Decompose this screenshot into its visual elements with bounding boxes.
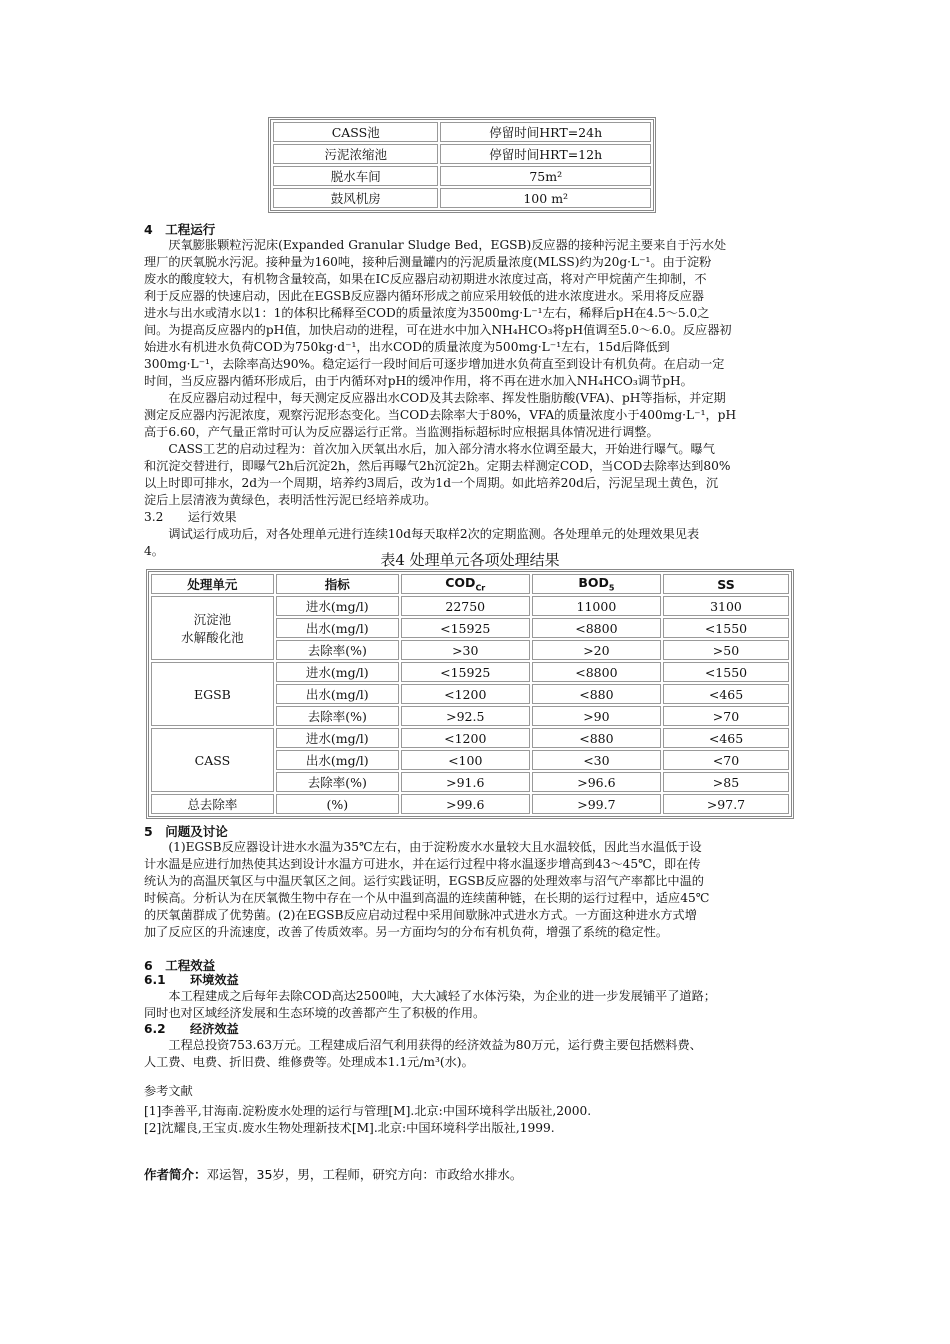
column-header-label: BOD xyxy=(578,575,609,591)
section-4 xyxy=(144,222,796,560)
text-line: 厌氧膨胀颗粒污泥床(Expanded Granular Sludge Bed，EGSB)反应器的接种污泥主要来自于污水处 xyxy=(168,238,727,252)
paragraph-environmental-benefit xyxy=(144,988,796,1022)
treatment-unit-cell xyxy=(151,596,274,660)
indicator-cell: 进水(mg/l) xyxy=(276,662,399,682)
column-header-label: COD xyxy=(445,575,476,591)
value-cell: <15925 xyxy=(401,618,530,638)
paragraph-monitoring xyxy=(144,390,796,441)
value-cell: >20 xyxy=(532,640,661,660)
references-title: 参考文献 xyxy=(144,1084,193,1098)
text-line: 300mg·L⁻¹，去除率高达90%。稳定运行一段时间后可逐步增加进水负荷直至到设计有机负荷。在启动一定 xyxy=(144,357,725,371)
value-cell: <465 xyxy=(663,728,789,748)
column-header xyxy=(663,574,789,594)
text-line: (1)EGSB反应器设计进水水温为35℃左右，由于淀粉废水水量较大且水温较低，因此当水温低于设 xyxy=(168,840,702,854)
indicator-cell: 进水(mg/l) xyxy=(276,596,399,616)
table-row xyxy=(151,596,789,616)
author-bio xyxy=(144,1165,796,1183)
subsection-3-2-title: 3.2 运行效果 xyxy=(144,510,237,524)
value-cell: >97.7 xyxy=(663,794,789,814)
subsection-6-2-title: 6.2 经济效益 xyxy=(144,1022,239,1036)
indicator-cell: 出水(mg/l) xyxy=(276,750,399,770)
value-cell: <8800 xyxy=(532,662,661,682)
value-cell: >92.5 xyxy=(401,706,530,726)
value-cell: <1200 xyxy=(401,728,530,748)
column-header xyxy=(401,574,530,594)
text-line: 计水温是应进行加热使其达到设计水温方可进水，并在运行过程中将水温逐步增高到43～45℃，即在传 xyxy=(144,857,701,871)
table-4-results xyxy=(146,569,794,819)
table-4-caption: 表4 处理单元各项处理结果 xyxy=(380,551,560,569)
indicator-cell: 去除率(%) xyxy=(276,772,399,792)
section-4-title: 4 工程运行 xyxy=(144,222,216,237)
indicator-cell: 出水(mg/l) xyxy=(276,684,399,704)
table-row xyxy=(273,144,651,164)
value-cell: (%) xyxy=(276,794,399,814)
indicator-cell: 进水(mg/l) xyxy=(276,728,399,748)
subsection-6-1-title: 6.1 环境效益 xyxy=(144,973,239,987)
text-line: 测定反应器内污泥浓度，观察污泥形态变化。当COD去除率大于80%，VFA的质量浓度小于400mg·L⁻¹，pH xyxy=(144,408,737,422)
value-cell: <880 xyxy=(532,684,661,704)
reference-list xyxy=(144,1103,796,1137)
treatment-unit-name: 水解酸化池 xyxy=(181,630,244,645)
text-line: 人工费、电费、折旧费、维修费等。处理成本1.1元/m³(水)。 xyxy=(144,1055,474,1069)
text-line: 高于6.60，产气量正常时可认为反应器运行正常。当监测指标超标时应根据具体情况进行调整。 xyxy=(144,425,659,439)
value-cell: 22750 xyxy=(401,596,530,616)
table-row xyxy=(151,728,789,748)
text-line: 本工程建成之后每年去除COD高达2500吨，大大减轻了水体污染，为企业的进一步发展铺平了道路； xyxy=(168,989,716,1003)
column-header-subscript: Cr xyxy=(475,583,486,593)
paragraph-discussion xyxy=(144,839,796,941)
parameter-cell: 100 m² xyxy=(440,188,651,208)
total-removal-row xyxy=(151,794,789,814)
treatment-unit-name: EGSB xyxy=(193,686,231,702)
paragraph-cass-startup xyxy=(144,441,796,509)
value-cell: <880 xyxy=(532,728,661,748)
parameter-cell: 75m² xyxy=(440,166,651,186)
text-line: 进水与出水或清水以1：1的体积比稀释至COD的质量浓度为3500mg·L⁻¹左右，稀释后pH在4.5～5.0之 xyxy=(144,306,710,320)
value-cell: <8800 xyxy=(532,618,661,638)
text-line: 始进水有机进水负荷COD为750kg·d⁻¹，出水COD的质量浓度为500mg·L⁻¹左右，15d后降低到 xyxy=(144,340,670,354)
unit-name-cell: CASS池 xyxy=(273,122,438,142)
unit-name-cell: 鼓风机房 xyxy=(273,188,438,208)
value-cell: <1550 xyxy=(663,618,789,638)
value-cell: 11000 xyxy=(532,596,661,616)
table-row xyxy=(273,122,651,142)
author-text: 邓运智，35岁，男，工程师，研究方向：市政给水排水。 xyxy=(206,1167,523,1182)
author-label: 作者简介： xyxy=(144,1167,207,1182)
text-line: 同时也对区域经济发展和生态环境的改善都产生了积极的作用。 xyxy=(144,1006,486,1020)
value-cell: 3100 xyxy=(663,596,789,616)
value-cell: <1200 xyxy=(401,684,530,704)
value-cell: >99.7 xyxy=(532,794,661,814)
indicator-cell: 去除率(%) xyxy=(276,640,399,660)
column-header-label: 处理单元 xyxy=(187,577,238,592)
treatment-unit-name: CASS xyxy=(194,752,231,768)
text-line: 时候高。分析认为在厌氧微生物中存在一个从中温到高温的连续菌种链，在长期的运行过程中，适应45℃ xyxy=(144,891,710,905)
treatment-unit-cell xyxy=(151,662,274,726)
value-cell: <100 xyxy=(401,750,530,770)
text-line: 理厂的厌氧脱水污泥。接种量为160吨，接种后测量罐内的污泥质量浓度(MLSS)约为20g·L⁻¹。由于淀粉 xyxy=(144,255,712,269)
references xyxy=(144,1083,796,1137)
value-cell: >96.6 xyxy=(532,772,661,792)
text-line: 和沉淀交替进行，即曝气2h后沉淀2h，然后再曝气2h沉淀2h。定期去样测定COD，当COD去除率达到80% xyxy=(144,459,731,473)
value-cell: <465 xyxy=(663,684,789,704)
unit-parameter-table xyxy=(268,117,656,213)
value-cell: >91.6 xyxy=(401,772,530,792)
text-line: 废水的酸度较大，有机物含量较高，如果在IC反应器启动初期进水浓度过高，将对产甲烷菌产生抑制，不 xyxy=(144,272,707,286)
text-line: CASS工艺的启动过程为：首次加入厌氧出水后，加入部分清水将水位调至最大，开始进行曝气。曝气 xyxy=(168,442,715,456)
treatment-unit-cell xyxy=(151,728,274,792)
section-5-title: 5 问题及讨论 xyxy=(144,824,228,839)
parameter-cell: 停留时间HRT=12h xyxy=(440,144,651,164)
total-label-cell: 总去除率 xyxy=(151,794,274,814)
section-5 xyxy=(144,824,796,941)
value-cell: >50 xyxy=(663,640,789,660)
text-line: 淀后上层清液为黄绿色，表明活性污泥已经培养成功。 xyxy=(144,493,437,507)
value-cell: >30 xyxy=(401,640,530,660)
column-header-subscript: 5 xyxy=(608,583,615,593)
text-line: 利于反应器的快速启动，因此在EGSB反应器内循环形成之前应采用较低的进水浓度进水。采用将反应器 xyxy=(144,289,704,303)
column-header xyxy=(532,574,661,594)
value-cell: <30 xyxy=(532,750,661,770)
paragraph-economic-benefit xyxy=(144,1037,796,1071)
treatment-unit-name: 沉淀池 xyxy=(193,612,232,627)
text-line: 加了反应区的升流速度，改善了传质效率。另一方面均匀的分布有机负荷，增强了系统的稳定性。 xyxy=(144,925,669,939)
parameter-cell: 停留时间HRT=24h xyxy=(440,122,651,142)
text-line: 调试运行成功后，对各处理单元进行连续10d每天取样2次的定期监测。各处理单元的处理效果见表 xyxy=(168,527,700,541)
text-line: 以上时即可排水，2d为一个周期，培养约3周后，改为1d一个周期。如此培养20d后，污泥呈现土黄色，沉 xyxy=(144,476,719,490)
paragraph-egsb-startup xyxy=(144,237,796,390)
unit-name-cell: 污泥浓缩池 xyxy=(273,144,438,164)
value-cell: >70 xyxy=(663,706,789,726)
column-header-label: SS xyxy=(717,576,735,592)
text-line: 工程总投资753.63万元。工程建成后沼气利用获得的经济效益为80万元，运行费主要包括燃料费、 xyxy=(168,1038,702,1052)
indicator-cell: 去除率(%) xyxy=(276,706,399,726)
text-line: 的厌氧菌群成了优势菌。(2)在EGSB反应启动过程中采用间歇脉冲式进水方式。一方面这种进水方式增 xyxy=(144,908,697,922)
value-cell: >90 xyxy=(532,706,661,726)
reference-item: [1]李善平,甘海南.淀粉废水处理的运行与管理[M].北京:中国环境科学出版社,2000. xyxy=(144,1104,592,1118)
column-header xyxy=(276,574,399,594)
value-cell: <70 xyxy=(663,750,789,770)
text-line: 统认为的高温厌氧区与中温厌氧区之间。运行实践证明，EGSB反应器的处理效率与沼气产率都比中温的 xyxy=(144,874,704,888)
unit-name-cell: 脱水车间 xyxy=(273,166,438,186)
value-cell: <15925 xyxy=(401,662,530,682)
text-line: 时间，当反应器内循环形成后，由于内循环对pH的缓冲作用，将不再在进水加入NH₄HCO₃调节pH。 xyxy=(144,374,693,388)
column-header xyxy=(151,574,274,594)
section-6-title: 6 工程效益 xyxy=(144,958,216,973)
value-cell: <1550 xyxy=(663,662,789,682)
value-cell: >85 xyxy=(663,772,789,792)
column-header-label: 指标 xyxy=(324,577,350,592)
text-line: 间。为提高反应器内的pH值，加快启动的进程，可在进水中加入NH₄HCO₃将pH值调至5.0～6.0。反应器初 xyxy=(144,323,732,337)
section-6 xyxy=(144,958,796,1071)
table-row xyxy=(273,188,651,208)
indicator-cell: 出水(mg/l) xyxy=(276,618,399,638)
table-row xyxy=(273,166,651,186)
reference-item: [2]沈耀良,王宝贞.废水生物处理新技术[M].北京:中国环境科学出版社,1999. xyxy=(144,1121,555,1135)
text-line: 在反应器启动过程中，每天测定反应器出水COD及其去除率、挥发性脂肪酸(VFA)、pH等指标，并定期 xyxy=(168,391,726,405)
text-line: 4。 xyxy=(144,544,164,558)
table-row xyxy=(151,662,789,682)
value-cell: >99.6 xyxy=(401,794,530,814)
